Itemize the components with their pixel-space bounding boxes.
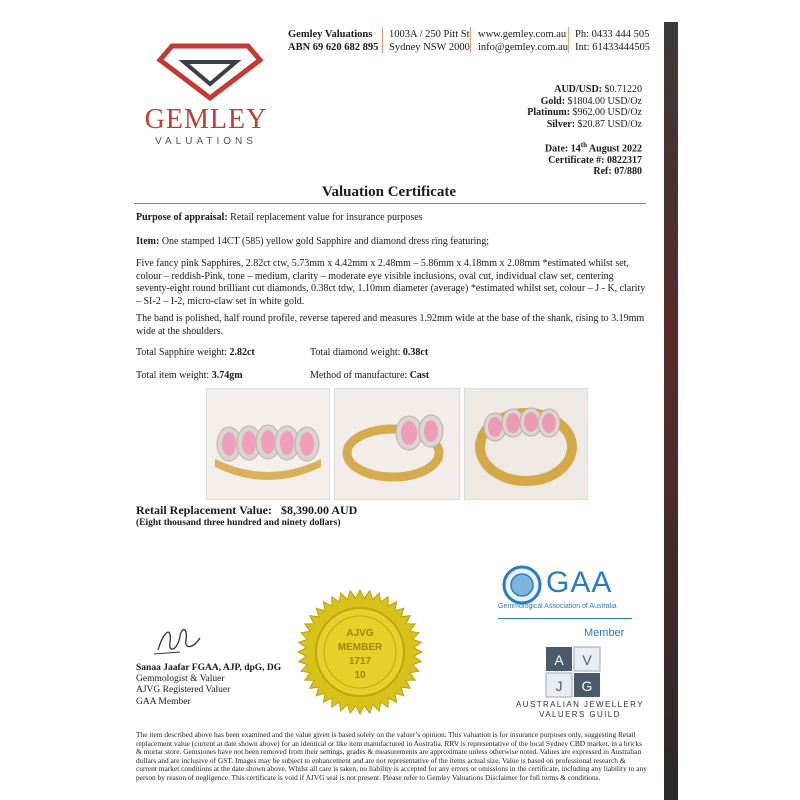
header-address bbox=[389, 28, 470, 54]
certificate-label: Certificate #: bbox=[548, 154, 605, 166]
diamond-weight bbox=[310, 347, 510, 360]
purpose-label: Purpose of appraisal: bbox=[136, 212, 228, 223]
header-web bbox=[478, 28, 568, 54]
item-weight bbox=[136, 370, 306, 383]
audusd-value: $0.71220 bbox=[604, 84, 642, 95]
page-edge-bar bbox=[664, 22, 678, 800]
phone-number: Ph: 0433 444 505 bbox=[575, 29, 650, 40]
gaa-full-name: Gemmological Association of Australia bbox=[498, 603, 617, 610]
signer-block bbox=[136, 663, 281, 708]
address-line2: Sydney NSW 2000 bbox=[389, 42, 470, 53]
audusd-label: AUD/USD: bbox=[554, 84, 602, 95]
gold-value: $1804.00 USD/Oz bbox=[567, 95, 642, 107]
seal-line1: AJVG bbox=[346, 628, 374, 639]
intl-phone-number: Int: 61433444505 bbox=[575, 42, 650, 53]
value-in-words: (Eight thousand three hundred and ninety dollars) bbox=[136, 518, 341, 528]
ajvg-letter-a: A bbox=[554, 652, 564, 668]
signer-role3: GAA Member bbox=[136, 696, 191, 707]
ring-photo-side bbox=[334, 388, 460, 500]
gold-label: Gold: bbox=[540, 95, 566, 107]
ref-label: Ref: bbox=[593, 166, 612, 178]
ring-side-icon bbox=[335, 389, 459, 499]
metal-rates bbox=[527, 84, 642, 130]
gaa-member: Member bbox=[584, 627, 625, 639]
item-line bbox=[136, 236, 648, 249]
ring-angle-icon bbox=[465, 389, 587, 499]
header-phone bbox=[575, 28, 650, 54]
ajvg-name bbox=[505, 700, 655, 720]
value-amount: $8,390.00 AUD bbox=[280, 503, 358, 517]
address-line1: 1003A / 250 Pitt St bbox=[389, 29, 470, 40]
email-link[interactable]: info@gemley.com.au bbox=[478, 42, 569, 53]
ring-photo-front bbox=[206, 388, 330, 500]
ring-front-icon bbox=[207, 389, 329, 499]
ajvg-name-line1: AUSTRALIAN JEWELLERY bbox=[516, 700, 644, 709]
disclaimer-text: The item described above has been examined and the value given is based solely on the valuer’s opinion. This valuation is for insurance purposes only, suggesting Retail replacement value (current at date shown above) for an identical or like item manufactured in Australia. RRV is representative of the local Sydney CBD market, in a bricks & mortar store. Gemstones have not been removed from their settings, grades & measurements are approximate unless otherwise noted. Values are expressed in Australian dollars and are inclusive of GST. Images may be subject to enhancement and are not representative of the items actual size. Value is based on professional research & current market conditions at the date shown above. Whilst all care is taken, no liability is accepted for any errors or omissions in the certificate, including any liability to any person by reason of negligence. This certificate is void if AJVG seal is not present. Please refer to Gemley Valuations Disclaimer for full terms & conditions. bbox=[136, 730, 647, 782]
brand-subtitle: VALUATIONS bbox=[155, 136, 257, 147]
diamond-weight-label: Total diamond weight: bbox=[310, 347, 401, 358]
ref-number: 07/880 bbox=[614, 166, 642, 178]
ajvg-letter-g: G bbox=[581, 678, 593, 694]
item-label: Item: bbox=[136, 236, 160, 247]
sapphire-weight-value: 2.82ct bbox=[229, 347, 255, 358]
signer-role1: Gemmologist & Valuer bbox=[136, 674, 225, 685]
sapphire-weight-label: Total Sapphire weight: bbox=[136, 347, 227, 358]
item-description: Five fancy pink Sapphires, 2.82ct ctw, 5.73mm x 4.42mm x 2.48mm – 5.86mm x 4.18mm x 2.08mm *estimated whilst set, colour – reddish-Pink, tone – medium, clarity – moderate eye visible inclusions, oval cut, individual claw set, centering seventy-eight round brilliant cut diamonds, 0.38ct tdw, 1.10mm diameter (average) *estimated whilst set, colour – J - K, clarity – SI-2 – I-2, micro-claw set in white gold. bbox=[136, 258, 646, 307]
ajvg-name-line2: VALUERS GUILD bbox=[539, 710, 621, 719]
value-label: Retail Replacement Value: bbox=[136, 503, 272, 517]
seal-line4: 10 bbox=[354, 670, 366, 681]
header-divider bbox=[470, 27, 471, 53]
gaa-rule bbox=[498, 618, 632, 619]
platinum-value: $962.00 USD/Oz bbox=[572, 107, 642, 118]
certificate-refs bbox=[545, 140, 642, 178]
item-weight-label: Total item weight: bbox=[136, 370, 210, 381]
company-abn: ABN 69 620 682 895 bbox=[288, 42, 379, 53]
website-link[interactable]: www.gemley.com.au bbox=[478, 29, 567, 40]
certificate-number: 0822317 bbox=[607, 154, 642, 166]
ring-photo-angle bbox=[464, 388, 588, 500]
ajvg-letter-j: J bbox=[555, 678, 563, 694]
band-description: The band is polished, half round profile, reverse tapered and measures 1.92mm wide at the base of the shank, rising to 3.19mm wide at the shoulders. bbox=[136, 313, 645, 337]
manufacture-method-label: Method of manufacture: bbox=[310, 370, 408, 381]
sapphire-weight bbox=[136, 347, 306, 360]
brand-name: GEMLEY bbox=[144, 104, 268, 135]
seal-line2: MEMBER bbox=[337, 642, 383, 653]
purpose-line bbox=[136, 212, 648, 225]
date-suffix: th bbox=[580, 141, 587, 149]
seal-line3: 1717 bbox=[348, 656, 372, 667]
date-rest: August 2022 bbox=[588, 143, 642, 155]
company-name: Gemley Valuations bbox=[288, 29, 373, 40]
date-label: Date: bbox=[544, 143, 569, 155]
document-title: Valuation Certificate bbox=[321, 184, 456, 200]
retail-replacement-value bbox=[136, 503, 357, 518]
signer-role2: AJVG Registered Valuer bbox=[136, 685, 231, 696]
purpose-text: Retail replacement value for insurance purposes bbox=[230, 212, 423, 223]
item-text: One stamped 14CT (585) yellow gold Sapphire and diamond dress ring featuring; bbox=[161, 236, 490, 247]
ajvg-seal-icon bbox=[296, 588, 424, 716]
date-day: 14 bbox=[570, 143, 581, 155]
title-rule bbox=[134, 203, 646, 204]
gaa-globe-icon bbox=[502, 565, 542, 605]
manufacture-method bbox=[310, 370, 510, 383]
manufacture-method-value: Cast bbox=[409, 370, 430, 381]
silver-label: Silver: bbox=[546, 118, 576, 130]
signer-name: Sanaa Jaafar FGAA, AJP, dpG, DG bbox=[136, 663, 282, 673]
ajvg-letter-v: V bbox=[582, 652, 592, 668]
diamond-weight-value: 0.38ct bbox=[402, 347, 429, 358]
silver-value: $20.87 USD/Oz bbox=[577, 118, 642, 130]
header-company bbox=[288, 28, 378, 54]
signature-icon bbox=[150, 620, 210, 660]
ajvg-logo-icon bbox=[544, 645, 604, 699]
item-weight-value: 3.74gm bbox=[211, 370, 243, 381]
gaa-name: GAA bbox=[546, 566, 613, 599]
platinum-label: Platinum: bbox=[527, 107, 571, 118]
header-divider bbox=[568, 27, 569, 53]
header-divider bbox=[382, 27, 383, 53]
